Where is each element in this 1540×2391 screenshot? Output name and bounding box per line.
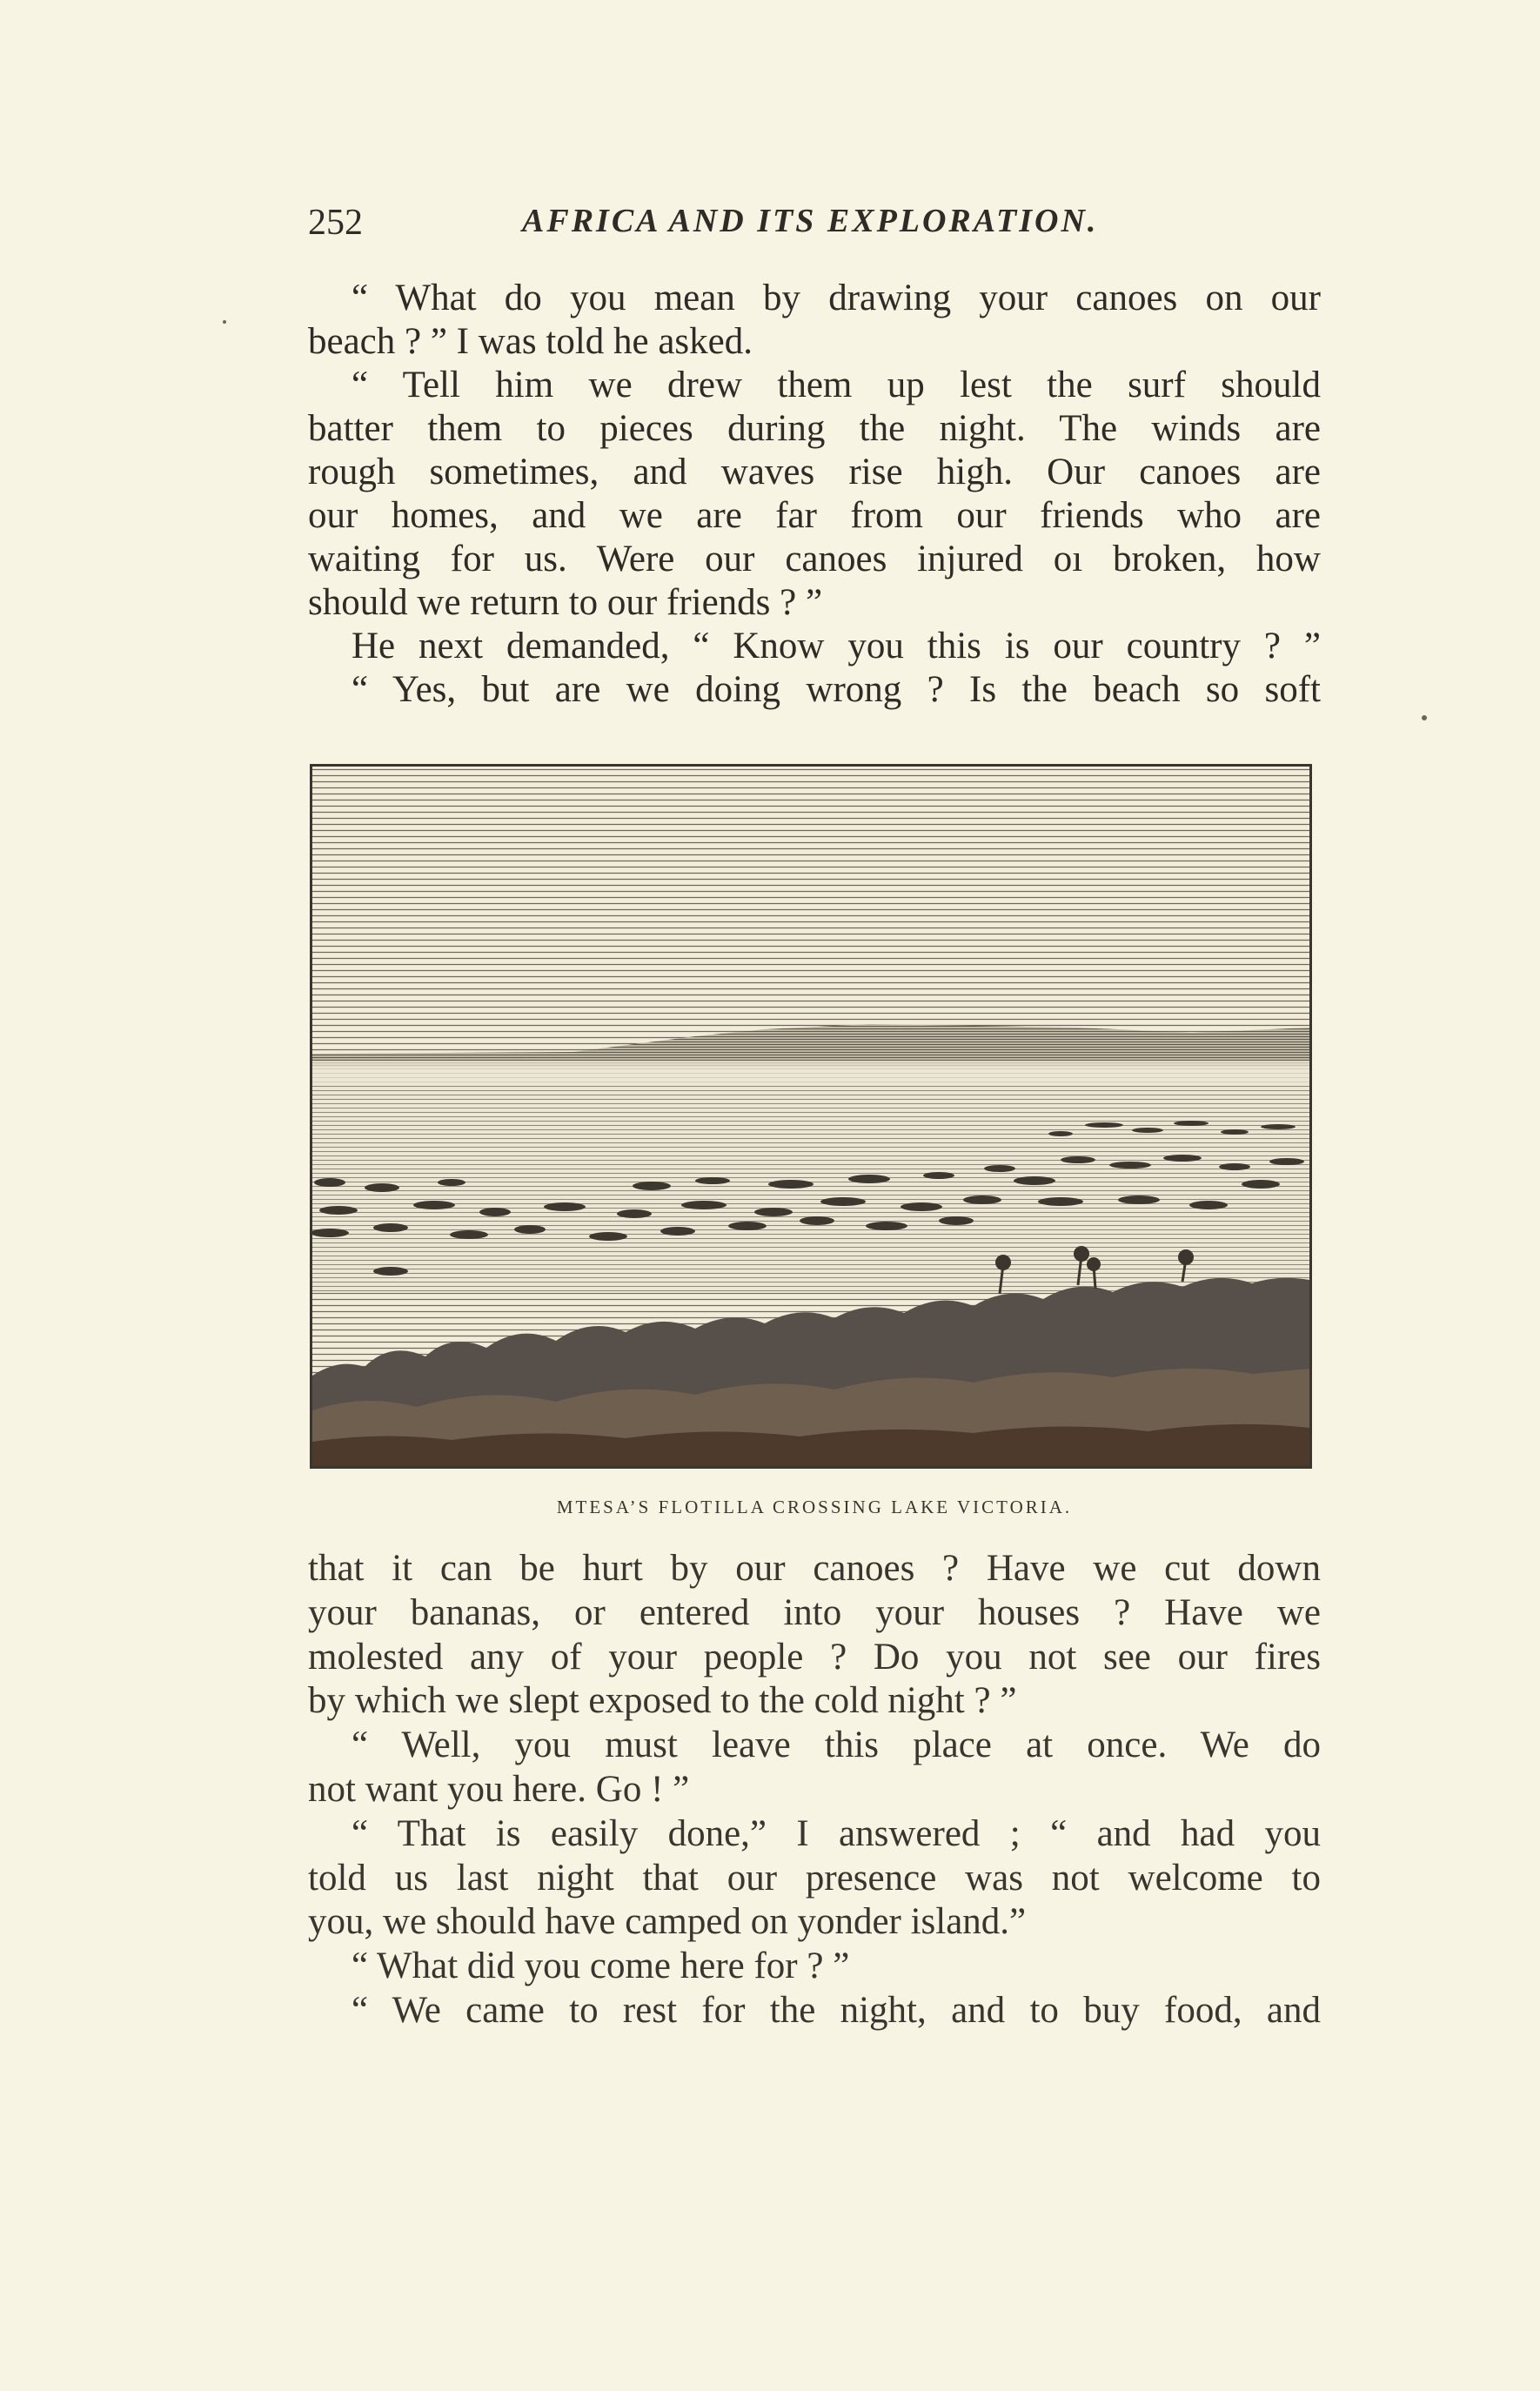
text-line: rough sometimes, and waves rise high. Our canoes are: [308, 452, 1321, 492]
text-line: beach ? ” I was told he asked.: [308, 321, 753, 362]
text-line: your bananas, or entered into your houses ? Have we: [308, 1591, 1321, 1633]
text-line: molested any of your people ? Do you not see our fires: [308, 1636, 1321, 1678]
text-line: batter them to pieces during the night. The winds are: [308, 408, 1321, 449]
page-header: [308, 202, 1321, 254]
lake-engraving: [312, 767, 1309, 1466]
text-line: not want you here. Go ! ”: [308, 1768, 690, 1810]
text-line: “ Well, you must leave this place at once. We do: [352, 1725, 1321, 1766]
page-number: 252: [308, 203, 363, 243]
text-line: “ Yes, but are we doing wrong ? Is the beach so soft: [352, 669, 1321, 710]
text-line: told us last night that our presence was not welcome to: [308, 1857, 1321, 1899]
text-block-top: [308, 277, 1321, 712]
text-line: by which we slept exposed to the cold night ? ”: [308, 1680, 1017, 1722]
engraving-illustration: [310, 764, 1312, 1469]
text-line: should we return to our friends ? ”: [308, 582, 823, 623]
text-line: “ What did you come here for ? ”: [352, 1946, 850, 1987]
text-line: “ What do you mean by drawing your canoes on our: [352, 278, 1321, 318]
text-line: “ That is easily done,” I answered ; “ and had you: [352, 1812, 1321, 1854]
paper-speck: [1422, 715, 1427, 720]
running-title: AFRICA AND ITS EXPLORATION.: [522, 203, 1099, 239]
text-line: waiting for us. Were our canoes injured oı broken, how: [308, 539, 1321, 579]
text-block-bottom: [308, 1547, 1321, 2033]
figure-caption: MTESA’S FLOTILLA CROSSING LAKE VICTORIA.: [556, 1497, 1073, 1517]
text-line: you, we should have camped on yonder island.”: [308, 1901, 1027, 1943]
text-line: that it can be hurt by our canoes ? Have we cut down: [308, 1548, 1321, 1589]
text-line: “ We came to rest for the night, and to buy food, and: [352, 1989, 1321, 2031]
text-line: He next demanded, “ Know you this is our country ? ”: [352, 626, 1321, 666]
text-line: “ Tell him we drew them up lest the surf should: [352, 365, 1321, 405]
paper-speck: [223, 320, 226, 324]
text-line: our homes, and we are far from our friends who are: [308, 495, 1321, 536]
